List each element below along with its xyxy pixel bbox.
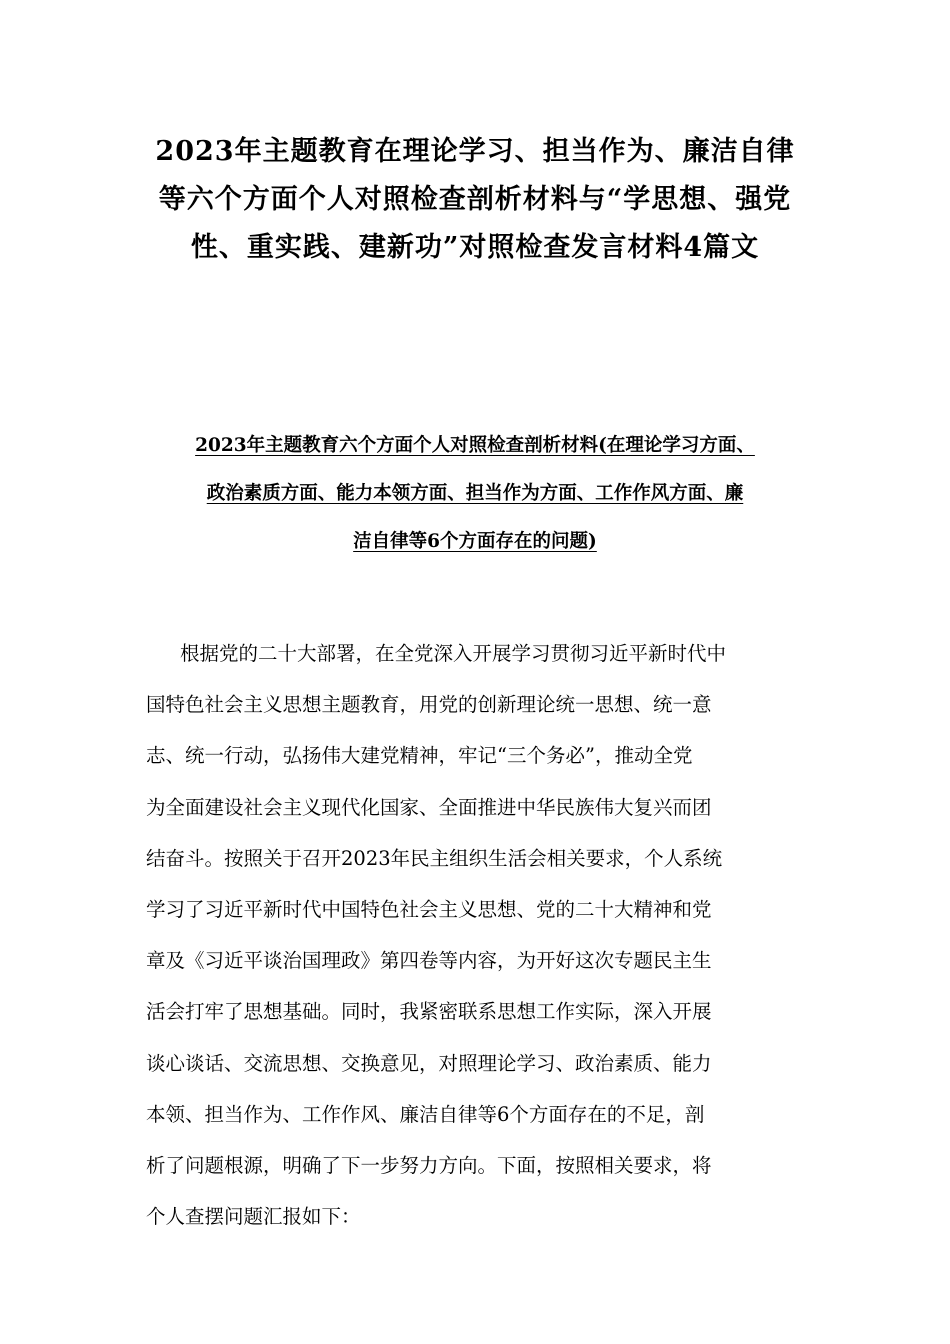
title-line: 等六个方面个人对照检查剖析材料与“学思想、强党 [158, 184, 792, 215]
body-line: 为全面建设社会主义现代化国家、全面推进中华民族伟大复兴而团 [146, 795, 712, 819]
section-heading-line: 政治素质方面、能力本领方面、担当作为方面、工作作风方面、廉 [206, 483, 744, 504]
body-line: 个人查摆问题汇报如下： [146, 1205, 361, 1229]
body-line: 析了问题根源，明确了下一步努力方向。下面，按照相关要求，将 [146, 1154, 712, 1178]
body-line: 志、统一行动，弘扬伟大建党精神，牢记“三个务必”，推动全党 [146, 744, 693, 768]
section-heading-line: 洁自律等6个方面存在的问题) [353, 531, 597, 552]
body-line: 本领、担当作为、工作作风、廉洁自律等6个方面存在的不足，剖 [146, 1102, 705, 1126]
body-line: 国特色社会主义思想主题教育，用党的创新理论统一思想、统一意 [146, 693, 712, 717]
title-line: 性、重实践、建新功”对照检查发言材料4篇文 [190, 232, 760, 263]
section-heading [130, 422, 820, 566]
title-line: 2023年主题教育在理论学习、担当作为、廉洁自律 [155, 136, 795, 167]
body-line: 学习了习近平新时代中国特色社会主义思想、党的二十大精神和党 [146, 898, 712, 922]
document-title [130, 128, 820, 272]
body-line: 谈心谈话、交流思想、交换意见，对照理论学习、政治素质、能力 [146, 1051, 712, 1075]
body-line: 根据党的二十大部署，在全党深入开展学习贯彻习近平新时代中 [180, 642, 727, 665]
body-line: 结奋斗。按照关于召开2023年民主组织生活会相关要求，个人系统 [146, 846, 723, 870]
section-heading-line: 2023年主题教育六个方面个人对照检查剖析材料(在理论学习方面、 [195, 435, 755, 456]
body-paragraph [146, 628, 811, 1242]
body-line: 章及《习近平谈治国理政》第四卷等内容，为开好这次专题民主生 [146, 949, 712, 973]
body-line: 活会打牢了思想基础。同时，我紧密联系思想工作实际，深入开展 [146, 1000, 712, 1024]
